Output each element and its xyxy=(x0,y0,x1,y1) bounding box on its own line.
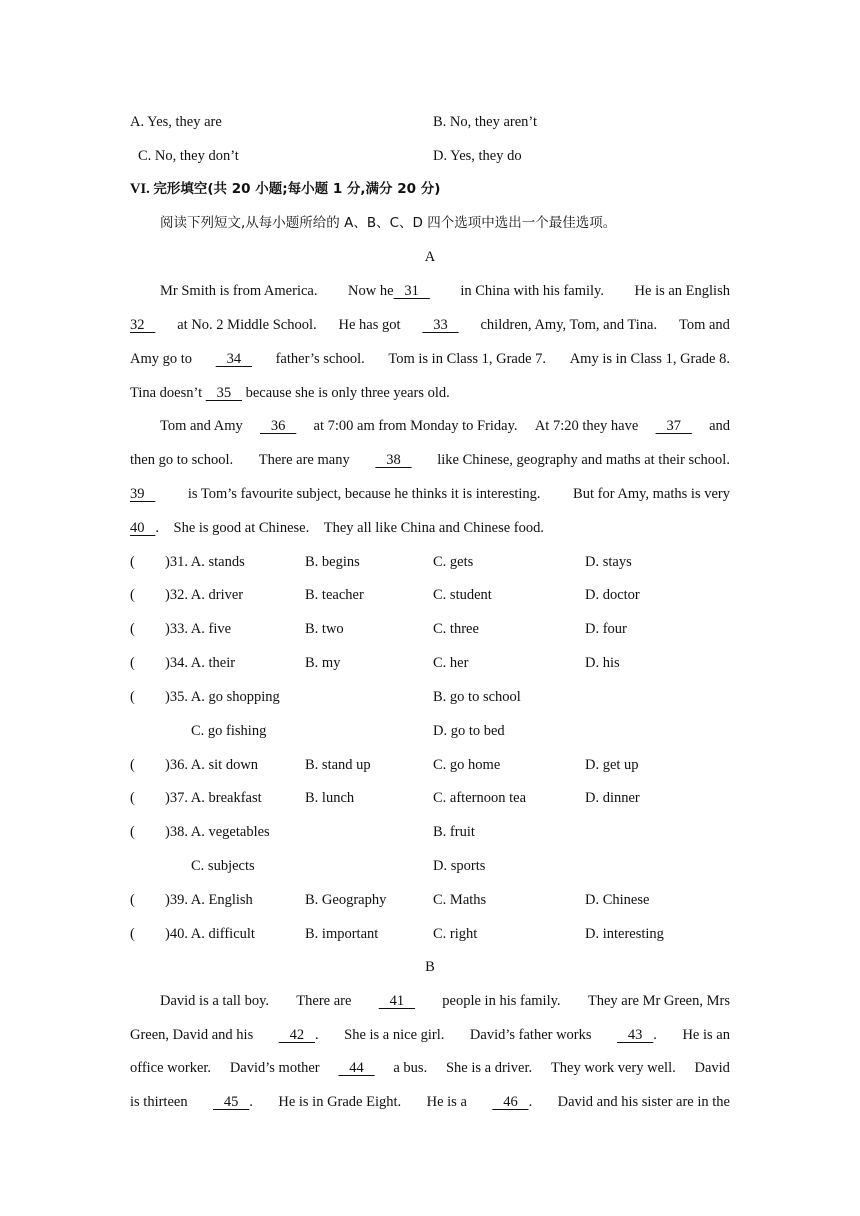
prev-options-row-1 xyxy=(130,112,730,132)
passage-a-line-3 xyxy=(130,349,730,369)
section-heading xyxy=(130,179,730,199)
text-segment: David xyxy=(694,1060,730,1076)
option-d: D. go to bed xyxy=(433,723,505,739)
option-a: A. Yes, they are xyxy=(130,114,222,130)
text-segment: children, Amy, Tom, and Tina. xyxy=(480,317,658,333)
passage-a-line-7 xyxy=(130,484,730,504)
option-c: C. No, they don’t xyxy=(138,148,239,164)
option-d: D. his xyxy=(585,655,620,671)
option-b: B. fruit xyxy=(433,824,475,840)
text-segment: at 7:00 am from Monday to Friday. xyxy=(313,418,518,434)
text-segment: like Chinese, geography and maths at their school. xyxy=(437,452,730,468)
question-32 xyxy=(130,585,730,605)
question-39 xyxy=(130,890,730,910)
text-segment: But for Amy, maths is very xyxy=(573,486,730,502)
blank-46: 46 xyxy=(492,1094,529,1110)
text-segment: Tom and xyxy=(679,317,730,333)
text-segment: She is good at Chinese. xyxy=(173,520,310,536)
option-b: B. important xyxy=(305,926,379,942)
text-segment: people in his family. xyxy=(442,993,561,1009)
blank-41: 41 xyxy=(378,993,415,1009)
passage-a-line-8 xyxy=(130,518,730,538)
text-segment: because she is only three years old. xyxy=(245,385,450,401)
text-segment: at No. 2 Middle School. xyxy=(177,317,317,333)
text-segment: office worker. xyxy=(130,1060,212,1076)
blank-32: 32 xyxy=(130,317,156,333)
option-c: C. afternoon tea xyxy=(433,790,527,806)
answer-bracket[interactable]: ( xyxy=(130,655,135,671)
blank-33: 33 xyxy=(422,317,459,333)
answer-bracket[interactable]: ( xyxy=(130,554,135,570)
text-segment: Mr Smith is from America. xyxy=(160,283,318,299)
text-segment: is Tom’s favourite subject, because he thinks it is interesting. xyxy=(187,486,541,502)
passage-b-line-3 xyxy=(130,1058,730,1078)
text-segment: Green, David and his xyxy=(130,1027,254,1043)
text-segment: then go to school. xyxy=(130,452,234,468)
answer-bracket[interactable]: ( xyxy=(130,790,135,806)
passage-a-line-4 xyxy=(130,383,730,403)
text-segment: in China with his family. xyxy=(460,283,604,299)
option-a: )32. A. driver xyxy=(165,587,244,603)
text-segment: and xyxy=(709,418,730,434)
blank-35: 35 xyxy=(205,385,242,401)
text-segment: There are many xyxy=(258,452,350,468)
question-31 xyxy=(130,552,730,572)
passage-b-line-2 xyxy=(130,1025,730,1045)
text-segment: He is in Grade Eight. xyxy=(278,1094,402,1110)
question-35-row-2 xyxy=(130,721,730,741)
text-segment: They are Mr Green, Mrs xyxy=(587,993,730,1009)
text-segment: He is a xyxy=(426,1094,467,1110)
option-d: D. Chinese xyxy=(585,892,650,908)
option-c: C. Maths xyxy=(433,892,487,908)
answer-bracket[interactable]: ( xyxy=(130,689,135,705)
passage-b-line-1 xyxy=(130,991,730,1011)
text-segment: There are xyxy=(296,993,352,1009)
option-a: )35. A. go shopping xyxy=(165,689,280,705)
option-b: B. teacher xyxy=(305,587,364,603)
answer-bracket[interactable]: ( xyxy=(130,757,135,773)
section-instruction: 阅读下列短文,从每小题所给的 A、B、C、D 四个选项中选出一个最佳选项。 xyxy=(160,215,617,231)
text-segment: Now he xyxy=(348,283,394,299)
text-segment: David is a tall boy. xyxy=(160,993,269,1009)
option-d: D. interesting xyxy=(585,926,664,942)
question-35 xyxy=(130,687,730,707)
passage-a-line-5 xyxy=(130,416,730,436)
text-segment: He has got xyxy=(338,317,401,333)
exam-page xyxy=(130,0,730,1216)
option-d: D. sports xyxy=(433,858,486,874)
blank-34: 34 xyxy=(215,351,252,367)
option-a: )34. A. their xyxy=(165,655,236,671)
question-36 xyxy=(130,755,730,775)
text-segment: David’s mother xyxy=(229,1060,320,1076)
option-a: )40. A. difficult xyxy=(165,926,255,942)
text-segment: . xyxy=(314,1027,319,1043)
option-b: B. lunch xyxy=(305,790,355,806)
option-a: )39. A. English xyxy=(165,892,253,908)
passage-b-line-4 xyxy=(130,1092,730,1112)
text-segment: He is an English xyxy=(634,283,730,299)
option-b: B. go to school xyxy=(433,689,521,705)
text-segment: David’s father works xyxy=(469,1027,592,1043)
text-segment: is thirteen xyxy=(130,1094,188,1110)
option-c: C. three xyxy=(433,621,479,637)
text-segment: They work very well. xyxy=(550,1060,676,1076)
passage-a-line-2 xyxy=(130,315,730,335)
question-37 xyxy=(130,788,730,808)
option-b: B. stand up xyxy=(305,757,371,773)
option-c: C. go fishing xyxy=(191,723,267,739)
question-34 xyxy=(130,653,730,673)
option-c: C. subjects xyxy=(191,858,255,874)
option-c: C. go home xyxy=(433,757,501,773)
text-segment: . xyxy=(528,1094,533,1110)
option-d: D. four xyxy=(585,621,627,637)
blank-39: 39 xyxy=(130,486,156,502)
option-a: )33. A. five xyxy=(165,621,232,637)
option-a: )36. A. sit down xyxy=(165,757,259,773)
text-segment: Tom is in Class 1, Grade 7. xyxy=(388,351,547,367)
answer-bracket[interactable]: ( xyxy=(130,621,135,637)
option-d: D. Yes, they do xyxy=(433,148,522,164)
text-segment: . xyxy=(653,1027,657,1043)
question-38 xyxy=(130,822,730,842)
text-segment: She is a driver. xyxy=(445,1060,533,1076)
blank-45: 45 xyxy=(213,1094,250,1110)
option-c: C. gets xyxy=(433,554,474,570)
text-segment: They all like China and Chinese food. xyxy=(323,520,545,536)
blank-37: 37 xyxy=(655,418,692,434)
option-c: C. her xyxy=(433,655,469,671)
text-segment: . xyxy=(155,520,159,536)
option-d: D. get up xyxy=(585,757,639,773)
passage-a-line-6 xyxy=(130,450,730,470)
option-c: C. right xyxy=(433,926,478,942)
blank-43: 43 xyxy=(617,1027,654,1043)
blank-42: 42 xyxy=(278,1027,315,1043)
option-b: B. my xyxy=(305,655,341,671)
section-title: 完形填空(共 20 小题;每小题 1 分,满分 20 分) xyxy=(153,181,441,197)
blank-31: 31 xyxy=(393,283,430,299)
option-b: B. two xyxy=(305,621,344,637)
text-segment: Amy go to xyxy=(130,351,193,367)
option-d: D. doctor xyxy=(585,587,640,603)
answer-bracket[interactable]: ( xyxy=(130,587,135,603)
prev-options-row-2 xyxy=(130,146,730,166)
text-segment: At 7:20 they have xyxy=(534,418,639,434)
option-b: B. Geography xyxy=(305,892,387,908)
text-segment: Tina doesn’t xyxy=(130,385,203,401)
text-segment: . xyxy=(249,1094,253,1110)
option-b: B. No, they aren’t xyxy=(433,114,538,130)
blank-38: 38 xyxy=(375,452,412,468)
option-d: D. stays xyxy=(585,554,632,570)
text-segment: father’s school. xyxy=(275,351,365,367)
question-33 xyxy=(130,619,730,639)
section-number: VI. xyxy=(130,181,150,197)
question-38-row-2 xyxy=(130,856,730,876)
blank-40: 40 xyxy=(130,520,156,536)
blank-44: 44 xyxy=(338,1060,375,1076)
answer-bracket[interactable]: ( xyxy=(130,824,135,840)
text-segment: David and his sister are in the xyxy=(557,1094,730,1110)
option-c: C. student xyxy=(433,587,492,603)
answer-bracket[interactable]: ( xyxy=(130,892,135,908)
option-a: )38. A. vegetables xyxy=(165,824,270,840)
option-a: )37. A. breakfast xyxy=(165,790,262,806)
question-40 xyxy=(130,924,730,944)
passage-b-heading: B xyxy=(425,959,435,975)
text-segment: a bus. xyxy=(393,1060,428,1076)
option-b: B. begins xyxy=(305,554,360,570)
text-segment: He is an xyxy=(682,1027,730,1043)
passage-a-line-1 xyxy=(130,281,730,301)
blank-36: 36 xyxy=(260,418,297,434)
answer-bracket[interactable]: ( xyxy=(130,926,135,942)
text-segment: Tom and Amy xyxy=(160,418,243,434)
text-segment: Amy is in Class 1, Grade 8. xyxy=(569,351,730,367)
option-a: )31. A. stands xyxy=(165,554,245,570)
passage-a-heading: A xyxy=(424,249,436,265)
text-segment: She is a nice girl. xyxy=(344,1027,445,1043)
option-d: D. dinner xyxy=(585,790,640,806)
